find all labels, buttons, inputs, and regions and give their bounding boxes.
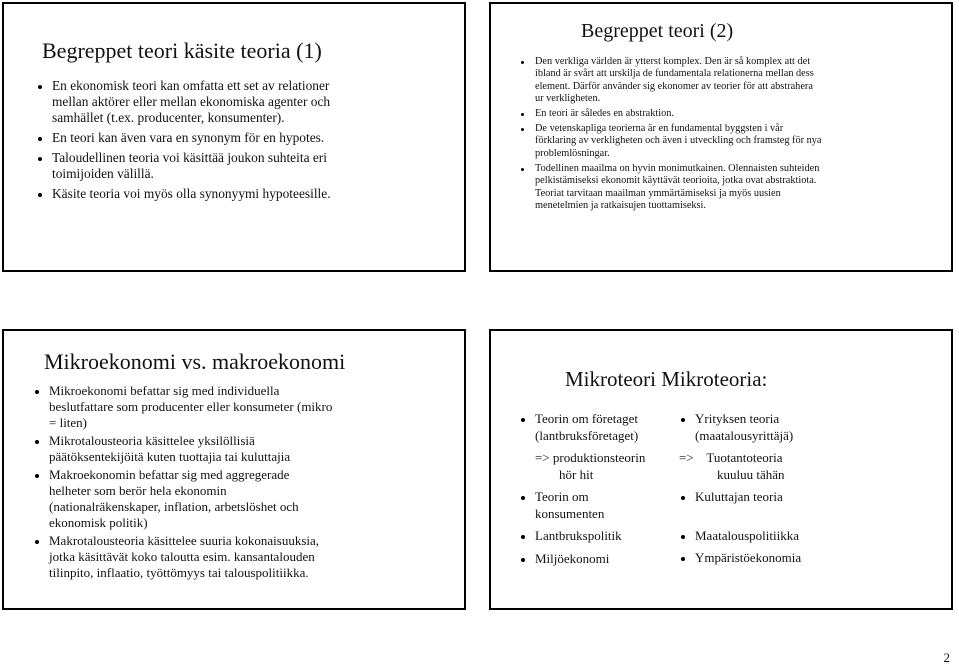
bullet-item: Käsite teoria voi myös olla synonyymi hypoteesille. [36,186,361,202]
list-item-continuation: kuuluu tähän [717,466,785,482]
list-item: Teorin om företaget [519,411,669,428]
list-item: Kuluttajan teoria [679,489,829,506]
list-item-continuation: (maatalousyrittäjä) [695,427,794,443]
slide-4 [489,329,953,610]
bullet-item: Mikrotalousteoria käsittelee yksilöllisiä päätöksentekijöitä kuten tuottajia tai kuluttajia [33,433,333,465]
swedish-column [519,411,669,573]
bullet-item: Makrotalousteoria käsittelee suuria kokonaisuuksia, jotka käsittävät koko taloutta esim. kansantalouden tilinpito, inflaatio, työttömyys tai talouspolitiikka. [33,533,333,581]
bullet-item: Makroekonomin befattar sig med aggregerade helheter som berör hela ekonomin (nationalräkenskaper, inflation, arbetslöshet och ekonomisk politik) [33,467,333,531]
slide-2 [489,2,953,272]
bullet-item: En teori är således en abstraktion. [519,108,824,120]
slide-1 [2,2,466,272]
slide-title: Begreppet teori käsite teoria (1) [42,38,322,63]
list-item-continuation: (lantbruksföretaget) [535,427,639,443]
page-number: 2 [943,650,950,665]
list-item: Lantbrukspolitik [519,528,669,545]
list-item: Miljöekonomi [519,551,669,568]
bullet-item: Todellinen maailma on hyvin monimutkainen. Olennaisten suhteiden pelkistämiseksi ekonomit käyttävät teorioita, jotka ovat abstraktiota. Teoriat tarvitaan maailman ymmärtämiseksi ja myös uusien menetelmien ja ratkaisujen tuottamiseksi. [519,163,824,213]
slide-title: Mikroteori Mikroteoria: [565,367,768,391]
list-item: Yrityksen teoria [679,411,829,428]
finnish-column [679,411,829,573]
list-item-continuation: konsumenten [535,505,605,521]
slide-title: Begreppet teori (2) [581,20,734,42]
bullet-item: En ekonomisk teori kan omfatta ett set av relationer mellan aktörer eller mellan ekonomiska agenter och samhället (t.ex. producenter, konsumenter). [36,78,361,126]
bullet-item: De vetenskapliga teorierna är en fundamental byggsten i vår förklaring av verkligheten och även i utveckling och framsteg för nya problemlösningar. [519,123,824,160]
list-item-continuation: => Tuotantoteoria [679,450,783,465]
bullet-item: Taloudellinen teoria voi käsittää joukon suhteita eri toimijoiden välillä. [36,150,361,182]
list-item-continuation: hör hit [559,466,594,482]
list-item: Teorin om [519,489,669,506]
bullet-item: Mikroekonomi befattar sig med individuella beslutfattare som producenter eller konsumeter (mikro = liten) [33,383,333,431]
list-item-continuation: => produktionsteorin [535,450,646,465]
bullet-item: Den verkliga världen är ytterst komplex. Den är så komplex att det ibland är svårt att urskilja de fundamentala relationerna mellan dess element. Därför använder sig ekonomer av teorier för att abstrahera ur verkligheten. [519,56,824,106]
bullet-list [33,383,333,583]
bullet-list [36,78,361,206]
slide-3 [2,329,466,610]
bullet-item: En teori kan även vara en synonym för en hypotes. [36,130,361,146]
list-item: Ympäristöekonomia [679,550,829,567]
list-item: Maatalouspolitiikka [679,528,829,545]
slide-title: Mikroekonomi vs. makroekonomi [44,349,346,374]
bullet-list [519,56,824,215]
